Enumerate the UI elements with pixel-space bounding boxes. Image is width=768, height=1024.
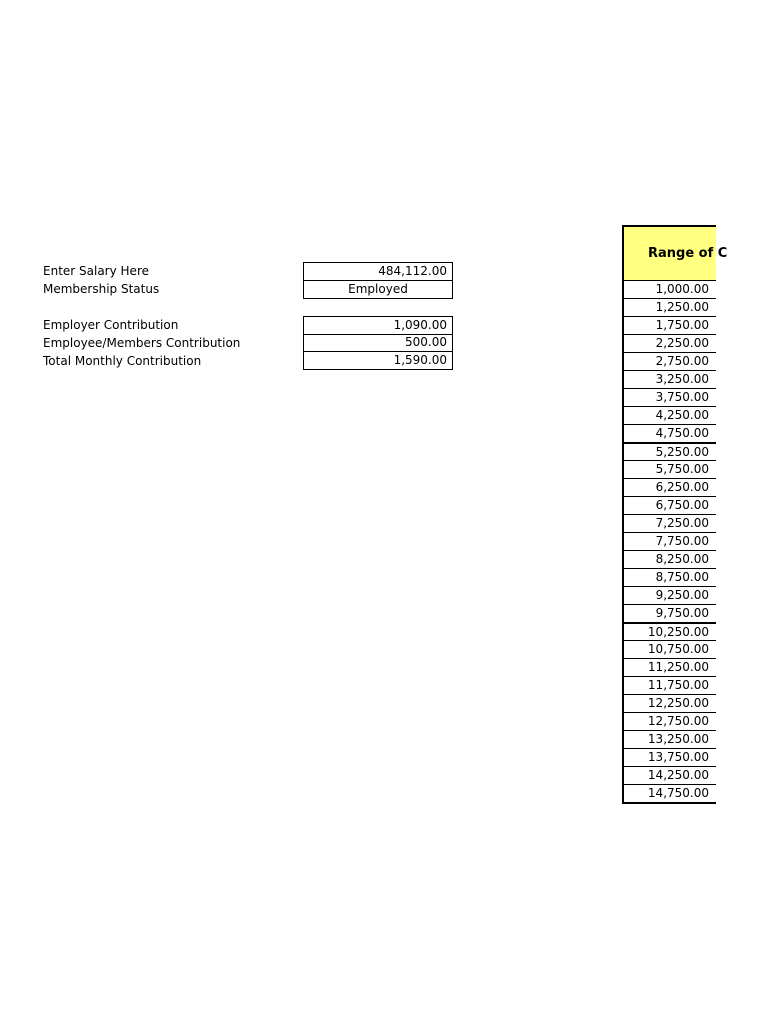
total-contribution-field <box>303 352 453 370</box>
range-row: 7,250.00 <box>624 514 716 532</box>
range-table-header: Range of C <box>624 227 716 281</box>
range-row: 6,250.00 <box>624 478 716 496</box>
range-row: 10,750.00 <box>624 640 716 658</box>
range-row: 5,250.00 <box>624 442 716 460</box>
range-row: 8,250.00 <box>624 550 716 568</box>
range-row: 3,750.00 <box>624 388 716 406</box>
range-table-body <box>624 281 716 802</box>
range-row: 10,250.00 <box>624 622 716 640</box>
salary-label: Enter Salary Here <box>43 264 149 278</box>
range-table <box>622 225 728 804</box>
range-row: 12,250.00 <box>624 694 716 712</box>
membership-status-label: Membership Status <box>43 282 160 296</box>
employer-contribution-value: 1,090.00 <box>393 318 447 332</box>
employer-contribution-label: Employer Contribution <box>43 318 179 332</box>
range-row: 9,750.00 <box>624 604 716 622</box>
employee-contribution-label: Employee/Members Contribution <box>43 336 241 350</box>
membership-status-select[interactable] <box>303 280 453 299</box>
range-row: 11,750.00 <box>624 676 716 694</box>
range-row: 1,250.00 <box>624 298 716 316</box>
salary-value: 484,112.00 <box>378 264 447 278</box>
membership-status-value: Employed <box>348 282 408 296</box>
range-row: 5,750.00 <box>624 460 716 478</box>
range-row: 4,250.00 <box>624 406 716 424</box>
range-row: 2,250.00 <box>624 334 716 352</box>
range-row: 1,750.00 <box>624 316 716 334</box>
range-row: 3,250.00 <box>624 370 716 388</box>
range-row: 9,250.00 <box>624 586 716 604</box>
employer-contribution-field <box>303 316 453 335</box>
range-row: 8,750.00 <box>624 568 716 586</box>
range-row: 4,750.00 <box>624 424 716 442</box>
range-row: 14,250.00 <box>624 766 716 784</box>
range-row: 13,250.00 <box>624 730 716 748</box>
range-row: 13,750.00 <box>624 748 716 766</box>
employee-contribution-value: 500.00 <box>405 335 447 349</box>
range-row: 7,750.00 <box>624 532 716 550</box>
range-row: 11,250.00 <box>624 658 716 676</box>
total-contribution-label: Total Monthly Contribution <box>43 354 202 368</box>
employee-contribution-field <box>303 334 453 352</box>
range-row: 14,750.00 <box>624 784 716 802</box>
range-row: 1,000.00 <box>655 282 709 296</box>
range-row: 12,750.00 <box>624 712 716 730</box>
range-row: 2,750.00 <box>624 352 716 370</box>
range-row: 6,750.00 <box>624 496 716 514</box>
salary-input[interactable] <box>303 262 453 281</box>
total-contribution-value: 1,590.00 <box>393 353 447 367</box>
